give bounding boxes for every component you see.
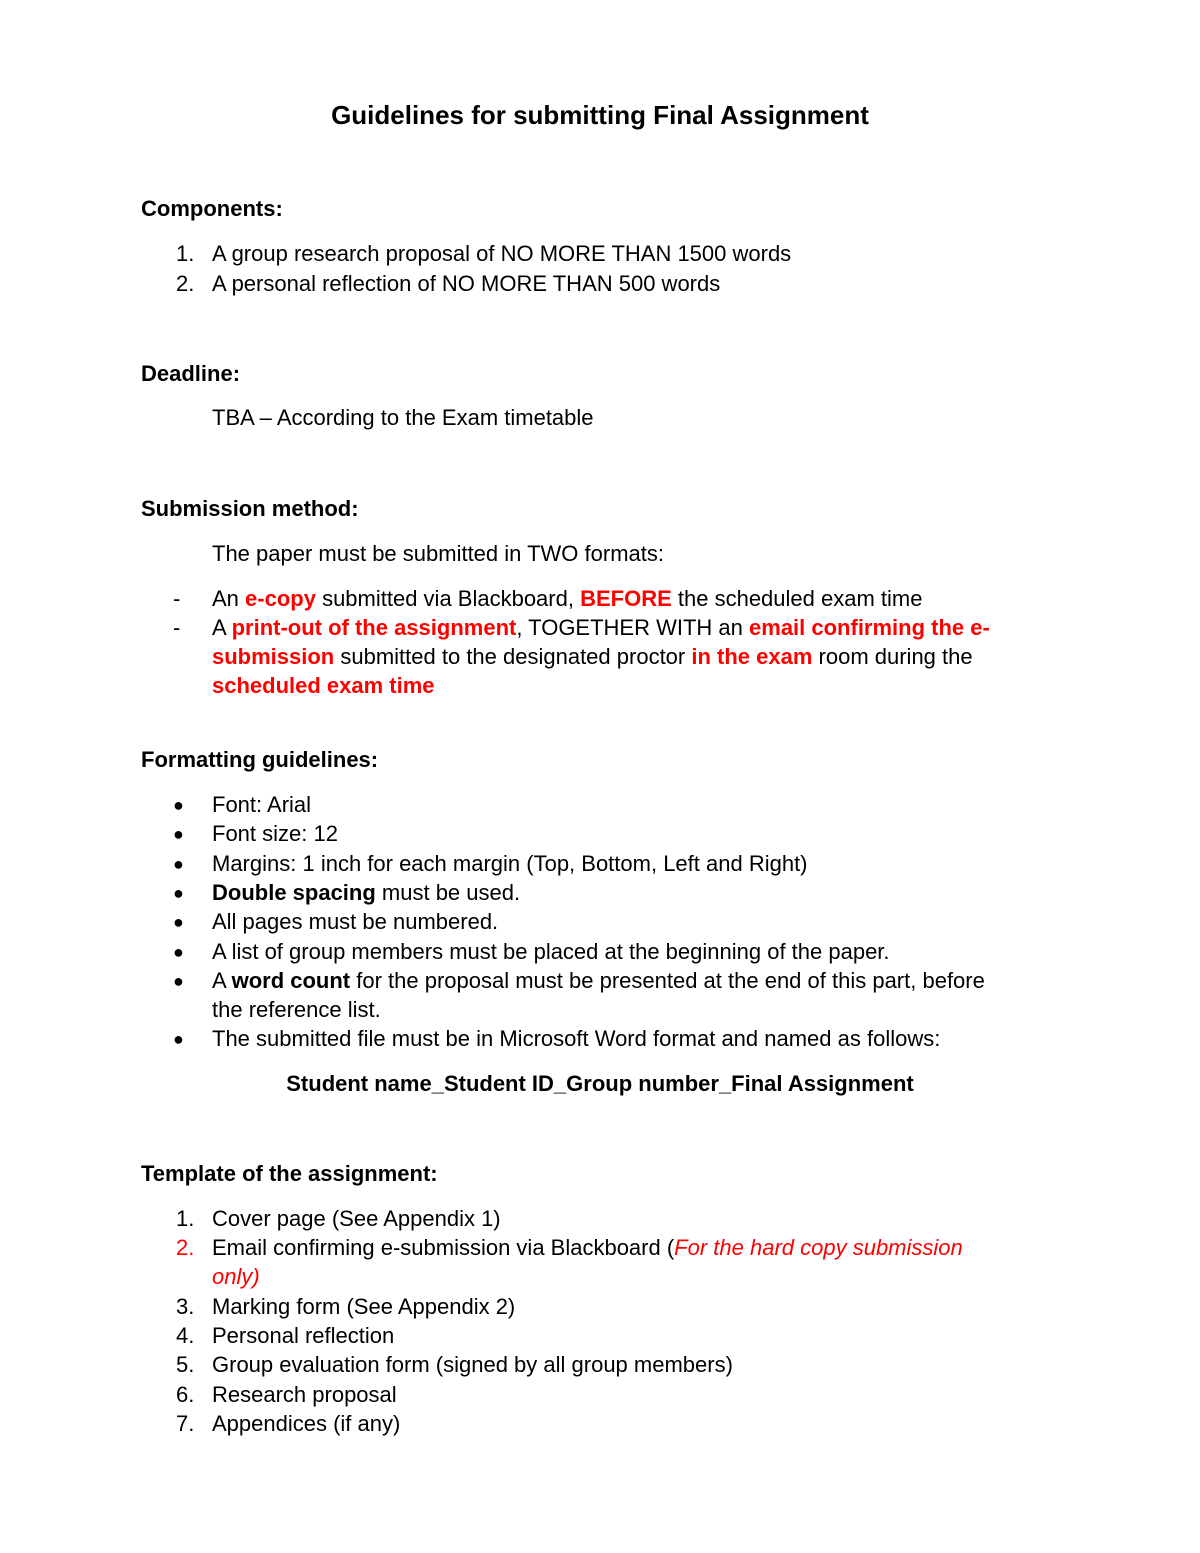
list-item: A personal reflection of NO MORE THAN 500 words	[212, 271, 721, 296]
format-spacing	[212, 880, 520, 906]
bullet-icon: ●	[173, 912, 184, 932]
submission-intro: The paper must be submitted in TWO formats:	[212, 541, 664, 566]
template-item: Research proposal	[212, 1382, 397, 1407]
deadline-heading: Deadline:	[141, 361, 241, 386]
format-pages: All pages must be numbered.	[212, 909, 499, 934]
highlight-text: email confirming the e-	[749, 615, 990, 640]
format-file: The submitted file must be in Microsoft Word format and named as follows:	[212, 1026, 941, 1051]
filename-pattern: Student name_Student ID_Group number_Final Assignment	[286, 1071, 914, 1096]
highlight-text: BEFORE	[580, 586, 672, 611]
submission-heading: Submission method:	[141, 496, 359, 521]
format-members: A list of group members must be placed at the beginning of the paper.	[212, 939, 890, 964]
template-item-email	[212, 1235, 963, 1261]
bold-text: Double spacing	[212, 880, 376, 905]
text-run: Email confirming e-submission via Blackboard (	[212, 1235, 675, 1260]
components-heading: Components:	[141, 196, 283, 221]
page-title: Guidelines for submitting Final Assignment	[331, 100, 869, 130]
text-run: must be used.	[375, 880, 521, 905]
format-font-size: Font size: 12	[212, 821, 338, 846]
list-number: 1.	[176, 1206, 195, 1231]
text-run: submitted via Blackboard,	[315, 586, 581, 611]
dash-marker: -	[173, 615, 181, 640]
text-run: submitted to the designated proctor	[334, 644, 692, 669]
highlight-text: submission	[212, 644, 335, 669]
format-word-count	[212, 968, 985, 994]
text-run: An	[212, 586, 246, 611]
highlight-text: print-out of the assignment	[231, 615, 517, 640]
template-item: Appendices (if any)	[212, 1411, 401, 1436]
text-run: the scheduled exam time	[671, 586, 923, 611]
submission-item-printout-line2	[212, 644, 973, 670]
format-margins: Margins: 1 inch for each margin (Top, Bottom, Left and Right)	[212, 851, 808, 876]
submission-item-printout	[212, 615, 990, 641]
template-heading: Template of the assignment:	[141, 1161, 438, 1186]
bold-text: word count	[231, 968, 351, 993]
list-number: 7.	[176, 1411, 195, 1436]
template-item: Marking form (See Appendix 2)	[212, 1294, 516, 1319]
highlight-text: e-copy	[245, 586, 316, 611]
dash-marker: -	[173, 586, 181, 611]
format-font: Font: Arial	[212, 792, 312, 817]
list-number: 2.	[176, 1235, 195, 1260]
list-item: A group research proposal of NO MORE THAN 1500 words	[212, 241, 792, 266]
highlight-text: in the exam	[691, 644, 813, 669]
bullet-icon: ●	[173, 795, 184, 815]
list-number: 6.	[176, 1382, 195, 1407]
text-run: , TOGETHER WITH an	[516, 615, 750, 640]
highlight-text: scheduled exam time	[212, 673, 435, 698]
bullet-icon: ●	[173, 824, 184, 844]
list-number: 1.	[176, 241, 195, 266]
text-run: for the proposal must be presented at the end of this part, before	[350, 968, 985, 993]
bullet-icon: ●	[173, 854, 184, 874]
bullet-icon: ●	[173, 1029, 184, 1049]
bullet-icon: ●	[173, 971, 184, 991]
template-item: Personal reflection	[212, 1323, 395, 1348]
text-run: A	[212, 968, 232, 993]
format-word-count-line2: the reference list.	[212, 997, 381, 1022]
highlight-text: For the hard copy submission	[674, 1235, 963, 1260]
text-run: room during the	[812, 644, 973, 669]
template-item: Group evaluation form (signed by all group members)	[212, 1352, 733, 1377]
deadline-text: TBA – According to the Exam timetable	[212, 405, 594, 430]
bullet-icon: ●	[173, 942, 184, 962]
highlight-text: only)	[212, 1264, 260, 1289]
formatting-heading: Formatting guidelines:	[141, 747, 379, 772]
list-number: 2.	[176, 271, 195, 296]
submission-item-ecopy	[212, 586, 922, 612]
list-number: 4.	[176, 1323, 195, 1348]
list-number: 5.	[176, 1352, 195, 1377]
bullet-icon: ●	[173, 883, 184, 903]
text-run: A	[212, 615, 232, 640]
list-number: 3.	[176, 1294, 195, 1319]
template-item: Cover page (See Appendix 1)	[212, 1206, 501, 1231]
